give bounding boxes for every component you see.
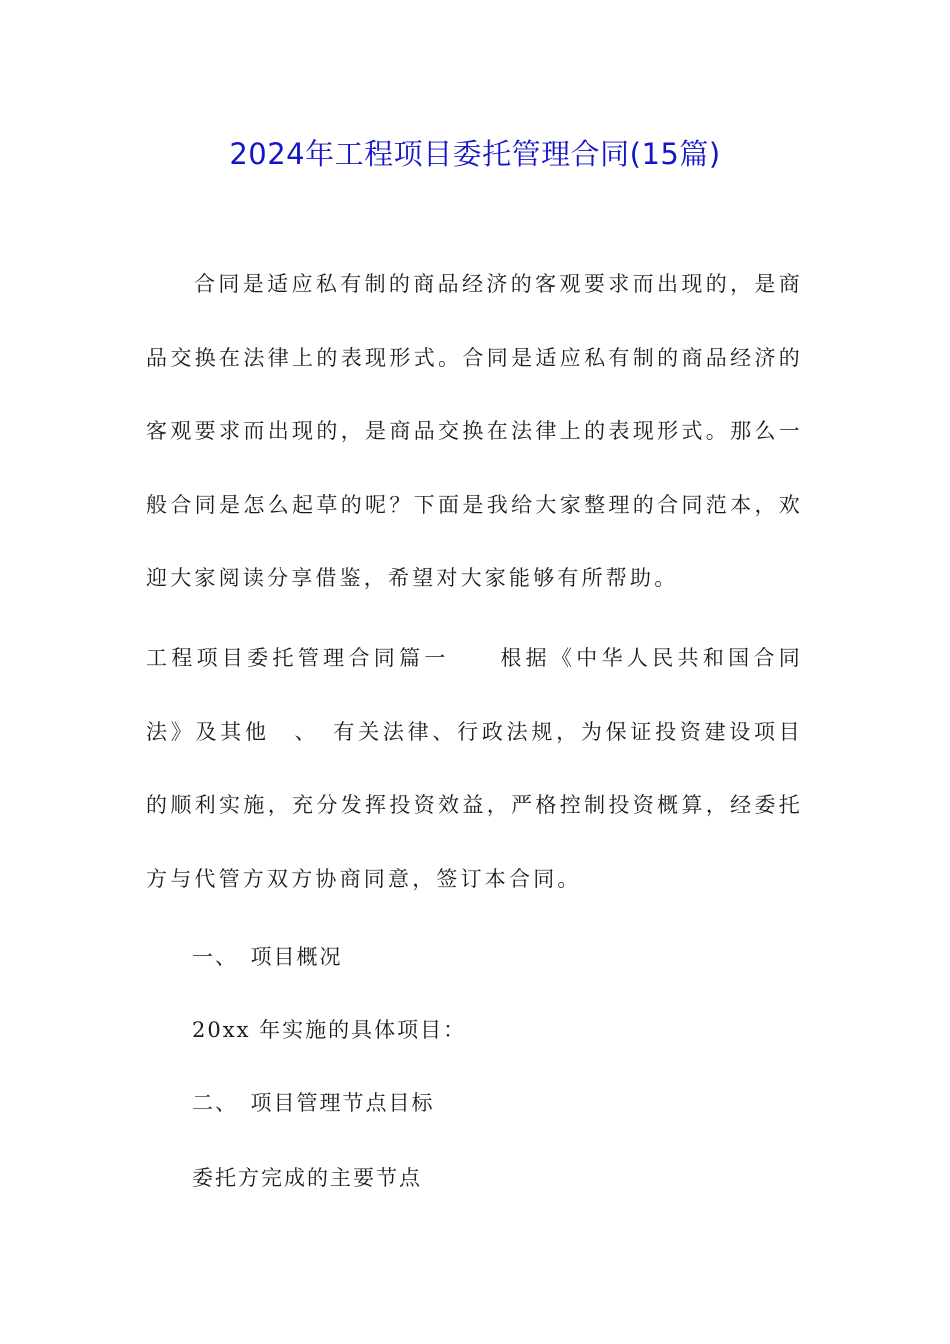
item-two-heading: 二、 项目管理节点目标	[192, 1091, 435, 1115]
item-one-text: 20xx 年实施的具体项目：	[192, 1018, 467, 1042]
section-one-paragraph: 工程项目委托管理合同篇一 根据《中华人民共和国合同法》及其他 、 有关法律、行政法规，为保证投资建设项目的顺利实施，充分发挥投资效益，严格控制投资概算，经委托方与代管方双方协商同意，签订本合同。	[146, 646, 803, 891]
item-two-text: 委托方完成的主要节点	[192, 1166, 422, 1190]
intro-paragraph: 合同是适应私有制的商品经济的客观要求而出现的，是商品交换在法律上的表现形式。合同是适应私有制的商品经济的客观要求而出现的，是商品交换在法律上的表现形式。那么一般合同是怎么起草的呢？下面是我给大家整理的合同范本，欢迎大家阅读分享借鉴，希望对大家能够有所帮助。	[146, 272, 803, 590]
item-one-heading: 一、 项目概况	[192, 945, 343, 969]
document-title: 2024年工程项目委托管理合同(15篇)	[229, 137, 721, 171]
